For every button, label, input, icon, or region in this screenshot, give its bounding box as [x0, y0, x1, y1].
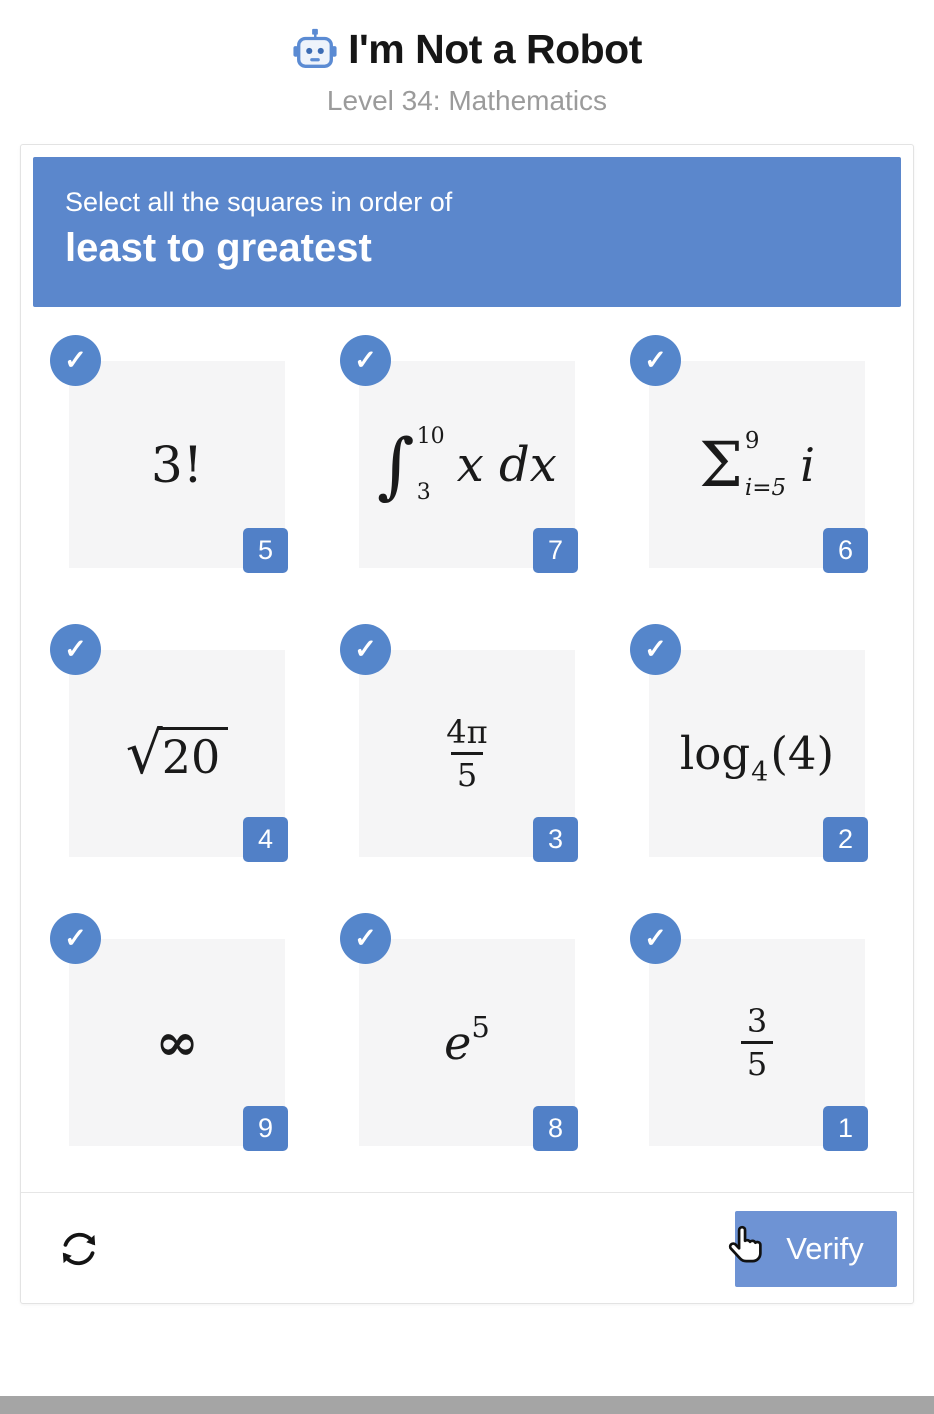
- expression: [444, 1009, 490, 1070]
- tile-infinity[interactable]: [64, 923, 285, 1146]
- check-icon: ✓: [50, 624, 101, 675]
- sum-symbol: Σ: [699, 427, 743, 501]
- check-icon: ✓: [630, 913, 681, 964]
- tile-sqrt[interactable]: [64, 634, 285, 857]
- tile-e-power[interactable]: [354, 923, 575, 1146]
- check-icon: ✓: [340, 913, 391, 964]
- cursor-pointer-icon: [723, 1223, 769, 1269]
- integral-limits: 10 3: [416, 423, 445, 505]
- order-badge: 8: [533, 1106, 578, 1151]
- refresh-button[interactable]: [51, 1221, 107, 1277]
- log-function: log: [679, 727, 751, 780]
- order-badge: 3: [533, 817, 578, 862]
- footer: [21, 1193, 913, 1304]
- level-subtitle: Level 34: Mathematics: [326, 85, 608, 116]
- expression: ∞: [155, 1012, 199, 1073]
- numerator: 4π: [446, 713, 488, 751]
- check-icon: ✓: [630, 335, 681, 386]
- power-exponent: 5: [471, 1009, 490, 1044]
- order-badge: 4: [243, 817, 288, 862]
- instruction-emphasis: least to greatest: [65, 226, 372, 270]
- denominator: 5: [741, 1041, 773, 1084]
- tile-log[interactable]: [644, 634, 865, 857]
- check-icon: ✓: [340, 624, 391, 675]
- tile-factorial[interactable]: [64, 345, 285, 568]
- sum-body: i: [800, 437, 815, 492]
- captcha-card: [20, 144, 914, 1304]
- order-badge: 1: [823, 1106, 868, 1151]
- verify-label: Verify: [786, 1230, 864, 1266]
- instruction-text: Select all the squares in order of: [65, 187, 453, 217]
- order-badge: 6: [823, 528, 868, 573]
- robot-icon: [292, 27, 338, 73]
- refresh-icon: [54, 1224, 104, 1274]
- bottom-bar: [0, 1396, 934, 1414]
- tile-summation[interactable]: [644, 345, 865, 568]
- check-icon: ✓: [630, 624, 681, 675]
- check-icon: ✓: [340, 335, 391, 386]
- log-argument: (4): [770, 727, 835, 780]
- sum-limits: 9 i=5: [744, 427, 787, 501]
- expression: [741, 1001, 773, 1084]
- verify-button[interactable]: [735, 1211, 897, 1287]
- expression: [125, 719, 229, 788]
- integral-symbol: ∫: [377, 422, 415, 507]
- order-badge: 7: [533, 528, 578, 573]
- check-icon: ✓: [50, 913, 101, 964]
- instruction-banner: [33, 157, 901, 307]
- expression: [377, 422, 557, 507]
- tile-integral[interactable]: [354, 345, 575, 568]
- order-badge: 5: [243, 528, 288, 573]
- order-badge: 2: [823, 817, 868, 862]
- expression: [699, 427, 815, 501]
- order-badge: 9: [243, 1106, 288, 1151]
- denominator: 5: [451, 752, 483, 795]
- radical-symbol: √: [125, 719, 163, 788]
- page-title: I'm Not a Robot: [348, 26, 642, 72]
- expression: [679, 727, 835, 788]
- expression: [440, 712, 493, 795]
- radicand: 20: [158, 727, 229, 783]
- tile-fraction-35[interactable]: [644, 923, 865, 1146]
- tile-fraction-4pi5[interactable]: [354, 634, 575, 857]
- expression: 3!: [151, 435, 203, 494]
- integrand: x dx: [456, 436, 557, 493]
- tile-grid: [21, 345, 913, 1146]
- power-base: e: [444, 1015, 472, 1070]
- log-base: 4: [751, 757, 769, 788]
- check-icon: ✓: [50, 335, 101, 386]
- numerator: 3: [746, 1002, 768, 1040]
- header: [0, 0, 934, 117]
